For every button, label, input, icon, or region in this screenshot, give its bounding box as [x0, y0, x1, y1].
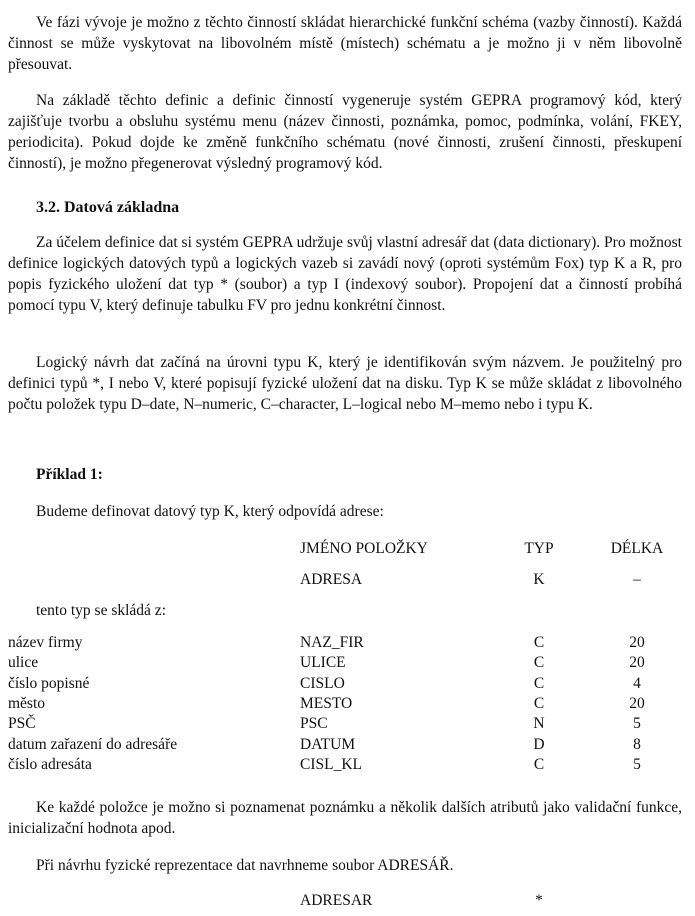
- field-description: název firmy: [8, 634, 83, 651]
- table-row: [0, 734, 695, 755]
- table-row: [0, 652, 695, 673]
- field-name: DATUM: [300, 735, 356, 753]
- field-description: číslo adresáta: [8, 755, 92, 773]
- field-name: CISL_KL: [300, 755, 362, 773]
- field-name: ULICE: [300, 654, 346, 672]
- field-length: 8: [633, 735, 641, 753]
- paragraph-1: Ve fázi vývoje je možno z těchto činností skládat hierarchické funkční schéma (vazby činností). Každá činnost se může vyskytovat na libovolném místě (místech) schématu a je možno ji v něm libovolně přesouvat.: [8, 14, 682, 73]
- table-row: [0, 713, 695, 734]
- field-type: C: [533, 654, 545, 672]
- field-type: N: [533, 715, 545, 733]
- field-length: 4: [633, 674, 641, 692]
- type-name: ADRESA: [300, 571, 363, 588]
- paragraph-3: Za účelem definice dat si systém GEPRA udržuje svůj vlastní adresář dat (data dictionary). Pro možnost definice logických datových typů a logických vazeb si zavádí nový (oproti systémům Fox) typ K a R, pro popis fyzického uložení dat typ * (soubor) a typ I (indexový soubor). Propojení dat a činností probíhá pomocí typu V, který definuje tabulku FV pro jednu konkrétní činnost.: [8, 234, 682, 314]
- field-length: 5: [633, 715, 641, 733]
- paragraph-2: Na základě těchto definic a definic činností vygeneruje systém GEPRA programový kód, který zajišťuje tvorbu a obsluhu systému menu (název činnosti, poznámka, pomoc, podmínka, volání, FKEY, periodicita). Pokud dojde ke změně funkčního schématu (nové činnosti, zrušení činnosti, přeskupení činností), je možno přegenerovat výsledný programový kód.: [8, 92, 682, 172]
- table-row: [0, 693, 695, 714]
- field-type: C: [533, 755, 545, 773]
- field-type: C: [533, 674, 545, 692]
- field-description: datum zařazení do adresáře: [8, 735, 178, 753]
- type-code: K: [533, 571, 545, 588]
- table-header: [0, 538, 695, 559]
- field-description: ulice: [8, 654, 39, 672]
- field-length: 20: [629, 634, 645, 651]
- table-row: [0, 673, 695, 694]
- paragraph-5: Ke každé položce je možno si poznamenat poznámku a několik dalších atributů jako validační funkce, inicializační hodnota apod.: [8, 799, 682, 837]
- field-type: C: [533, 634, 545, 651]
- field-length: 5: [633, 755, 641, 773]
- table-row: [0, 754, 695, 775]
- type-length: –: [633, 571, 641, 588]
- components-intro: tento typ se skládá z:: [36, 602, 166, 619]
- table-row: [0, 632, 695, 653]
- header-field-name: JMÉNO POLOŽKY: [300, 540, 428, 557]
- section-heading: 3.2. Datová základna: [36, 199, 180, 216]
- paragraph-6: Při návrhu fyzické reprezentace dat navrhneme soubor ADRESÁŘ.: [36, 857, 454, 874]
- field-type: D: [533, 735, 545, 753]
- file-row: [0, 890, 695, 911]
- field-description: číslo popisné: [8, 674, 90, 692]
- field-description: PSČ: [8, 715, 36, 733]
- field-length: 20: [629, 694, 645, 712]
- field-name: CISLO: [300, 674, 345, 692]
- paragraph-4: Logický návrh dat začíná na úrovni typu K, který je identifikován svým názvem. Je použitelný pro definici typů *, I nebo V, které popisují fyzické uložení dat na disku. Typ K se může skládat z libovolného počtu položek typu D–date, N–numeric, C–character, L–logical nebo M–memo nebo i typu K.: [8, 354, 682, 413]
- field-name: NAZ_FIR: [300, 634, 364, 651]
- field-description: město: [8, 694, 46, 712]
- field-name: PSC: [300, 715, 328, 733]
- example-heading: Příklad 1:: [36, 466, 103, 483]
- field-length: 20: [629, 654, 645, 672]
- type-definition-row: [0, 569, 695, 590]
- field-name: MESTO: [300, 694, 353, 712]
- header-type: TYP: [524, 540, 554, 557]
- file-name: ADRESAR: [300, 892, 373, 909]
- file-type: *: [535, 892, 543, 909]
- field-type: C: [533, 694, 545, 712]
- header-length: DÉLKA: [610, 540, 664, 557]
- example-intro: Budeme definovat datový typ K, který odpovídá adrese:: [36, 503, 384, 520]
